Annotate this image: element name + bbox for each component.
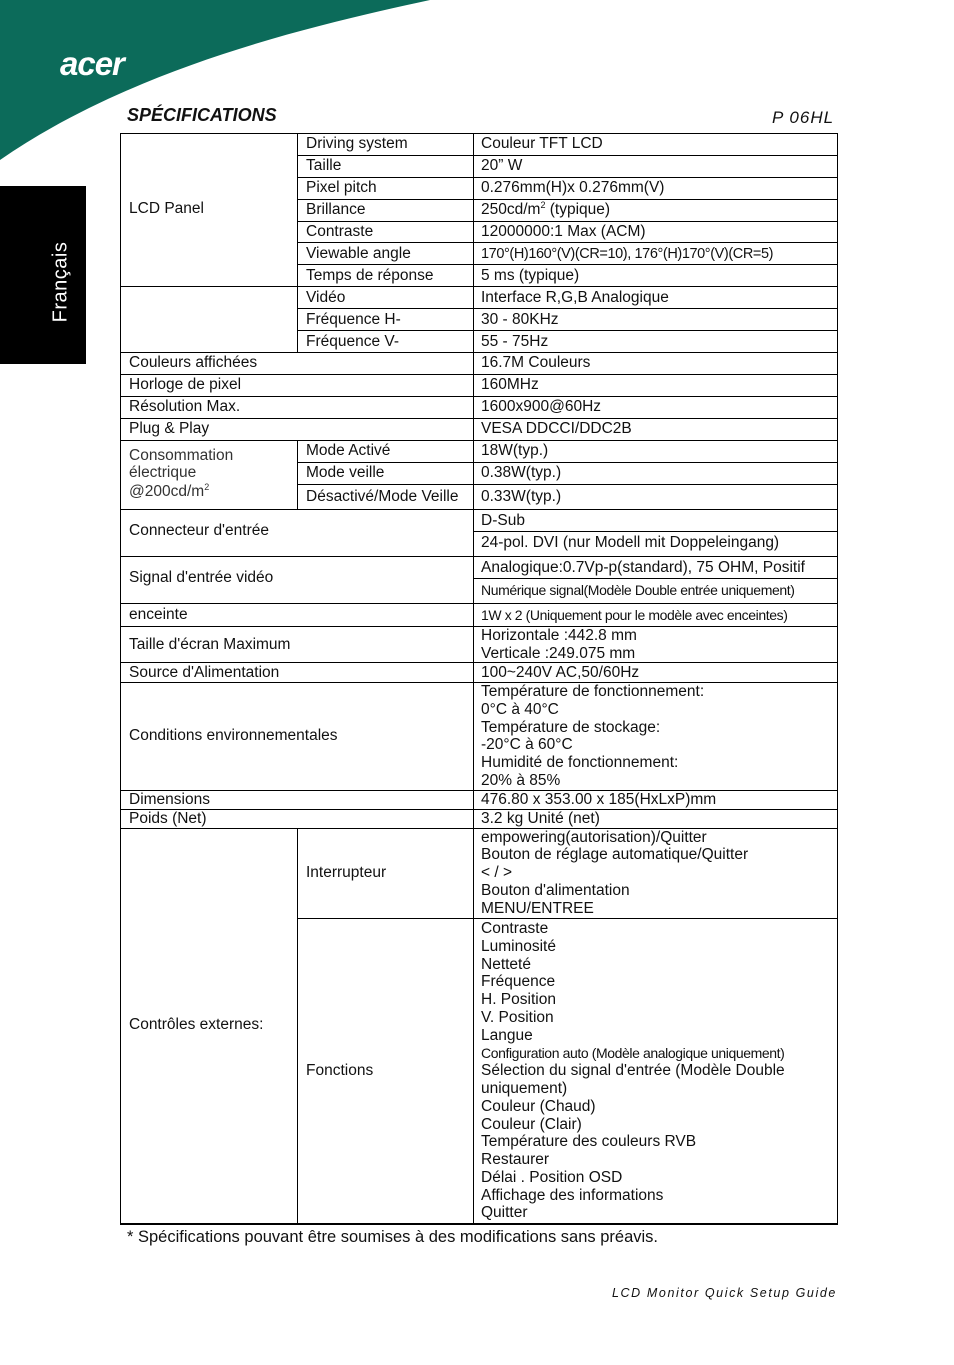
mode-veille-value: 0.38W(typ.) xyxy=(481,464,562,481)
video-value: Interface R,G,B Analogique xyxy=(481,289,669,306)
interrupteur-line: MENU/ENTREE xyxy=(481,900,594,917)
horloge-value: 160MHz xyxy=(481,376,539,393)
fonctions-line: Netteté xyxy=(481,956,531,973)
fonctions-line: uniquement) xyxy=(481,1080,568,1097)
freq-h-label: Fréquence H- xyxy=(306,311,401,328)
fonctions-line: Contraste xyxy=(481,920,549,937)
contraste-value: 12000000:1 Max (ACM) xyxy=(481,223,646,240)
footnote: * Spécifications pouvant être soumises à des modifications sans préavis. xyxy=(127,1228,659,1246)
language-tab xyxy=(0,186,86,364)
freq-h-value: 30 - 80KHz xyxy=(481,311,559,328)
enceinte-value: 1W x 2 (Uniquement pour le modèle avec enceintes) xyxy=(481,607,788,623)
acer-logo xyxy=(58,48,144,80)
connecteur-label: Connecteur d'entrée xyxy=(129,522,269,539)
fonctions-line: Sélection du signal d'entrée (Modèle Double xyxy=(481,1062,785,1079)
plug-play-value: VESA DDCCI/DDC2B xyxy=(481,420,632,437)
conditions-line: -20°C à 60°C xyxy=(481,736,573,753)
mode-veille-label: Mode veille xyxy=(306,464,385,481)
horloge-label: Horloge de pixel xyxy=(129,376,242,393)
temps-reponse-value: 5 ms (typique) xyxy=(481,267,580,284)
conditions-line: Température de fonctionnement: xyxy=(481,683,705,700)
brillance-label: Brillance xyxy=(306,201,366,218)
taille-ecran-value-1: Horizontale :442.8 mm xyxy=(481,627,637,644)
temps-reponse-label: Temps de réponse xyxy=(306,267,434,284)
viewable-angle-label: Viewable angle xyxy=(306,245,411,262)
video-label: Vidéo xyxy=(306,289,346,306)
controles-label: Contrôles externes: xyxy=(129,1016,264,1033)
desactive-label: Désactivé/Mode Veille xyxy=(306,488,459,505)
freq-v-label: Fréquence V- xyxy=(306,333,400,350)
model-number: P 06HL xyxy=(772,108,835,127)
driving-system-label: Driving system xyxy=(306,135,408,152)
connecteur-value-2: 24-pol. DVI (nur Modell mit Doppeleingang) xyxy=(481,534,780,551)
dimensions-value: 476.80 x 353.00 x 185(HxLxP)mm xyxy=(481,791,717,808)
viewable-angle-value: 170°(H)160°(V)(CR=10), 176°(H)170°(V)(CR=5) xyxy=(481,246,774,262)
signal-label: Signal d'entrée vidéo xyxy=(129,569,274,586)
interrupteur-line: Bouton de réglage automatique/Quitter xyxy=(481,846,749,863)
interrupteur-line: Bouton d'alimentation xyxy=(481,882,630,899)
couleurs-value: 16.7M Couleurs xyxy=(481,354,591,371)
poids-label: Poids (Net) xyxy=(129,810,207,827)
page-title: SPÉCIFICATIONS xyxy=(127,105,277,125)
taille-ecran-value-2: Verticale :249.075 mm xyxy=(481,645,636,662)
taille-label: Taille xyxy=(306,157,342,174)
resolution-label: Résolution Max. xyxy=(129,398,241,415)
mode-active-value: 18W(typ.) xyxy=(481,442,549,459)
desactive-value: 0.33W(typ.) xyxy=(481,488,562,505)
signal-value-2: Numérique signal(Modèle Double entrée uniquement) xyxy=(481,582,795,598)
fonctions-line: Luminosité xyxy=(481,938,556,955)
consommation-label-3: $@200cd/m^2$ xyxy=(129,481,210,500)
fonctions-line: Configuration auto (Modèle analogique uniquement) xyxy=(481,1045,785,1061)
source-label: Source d'Alimentation xyxy=(129,664,280,681)
fonctions-line: Langue xyxy=(481,1027,533,1044)
taille-value: 20” W xyxy=(481,157,523,174)
fonctions-line: Affichage des informations xyxy=(481,1187,664,1204)
lcd-panel-label: LCD Panel xyxy=(129,200,204,217)
mode-active-label: Mode Activé xyxy=(306,442,391,459)
poids-value: 3.2 kg Unité (net) xyxy=(481,810,600,827)
driving-system-value: Couleur TFT LCD xyxy=(481,135,603,152)
enceinte-label: enceinte xyxy=(129,606,188,623)
brillance-value: $250cd/m^2$ (typique) xyxy=(481,199,611,218)
connecteur-value-1: D-Sub xyxy=(481,512,525,529)
contraste-label: Contraste xyxy=(306,223,374,240)
source-value: 100~240V AC,50/60Hz xyxy=(481,664,640,681)
fonctions-line: V. Position xyxy=(481,1009,554,1026)
resolution-value: 1600x900@60Hz xyxy=(481,398,602,415)
conditions-line: Température de stockage: xyxy=(481,719,661,736)
conditions-line: 0°C à 40°C xyxy=(481,701,559,718)
fonctions-line: Quitter xyxy=(481,1204,528,1221)
interrupteur-line: < / > xyxy=(481,864,513,881)
consommation-label-1: Consommation xyxy=(129,447,234,464)
footer-guide-title: LCD Monitor Quick Setup Guide xyxy=(612,1286,837,1300)
fonctions-line: Délai . Position OSD xyxy=(481,1169,623,1186)
pixel-pitch-value: 0.276mm(H)x 0.276mm(V) xyxy=(481,179,665,196)
fonctions-line: Fréquence xyxy=(481,973,556,990)
dimensions-label: Dimensions xyxy=(129,791,210,808)
couleurs-label: Couleurs affichées xyxy=(129,354,258,371)
fonctions-line: H. Position xyxy=(481,991,556,1008)
fonctions-label: Fonctions xyxy=(306,1062,374,1079)
fonctions-line: Couleur (Clair) xyxy=(481,1116,582,1133)
interrupteur-label: Interrupteur xyxy=(306,864,387,881)
signal-value-1: Analogique:0.7Vp-p(standard), 75 OHM, Positif xyxy=(481,559,805,576)
taille-ecran-label: Taille d'écran Maximum xyxy=(129,636,291,653)
fonctions-line: Couleur (Chaud) xyxy=(481,1098,596,1115)
freq-v-value: 55 - 75Hz xyxy=(481,333,549,350)
plug-play-label: Plug & Play xyxy=(129,420,210,437)
conditions-line: 20% à 85% xyxy=(481,772,561,789)
interrupteur-line: empowering(autorisation)/Quitter xyxy=(481,829,707,846)
language-tab-label: Français xyxy=(49,241,72,323)
conditions-line: Humidité de fonctionnement: xyxy=(481,754,679,771)
pixel-pitch-label: Pixel pitch xyxy=(306,179,377,196)
svg-text:acer: acer xyxy=(60,48,124,80)
conditions-label: Conditions environnementales xyxy=(129,727,338,744)
consommation-label-2: électrique xyxy=(129,464,197,481)
fonctions-line: Restaurer xyxy=(481,1151,550,1168)
fonctions-line: Température des couleurs RVB xyxy=(481,1133,697,1150)
